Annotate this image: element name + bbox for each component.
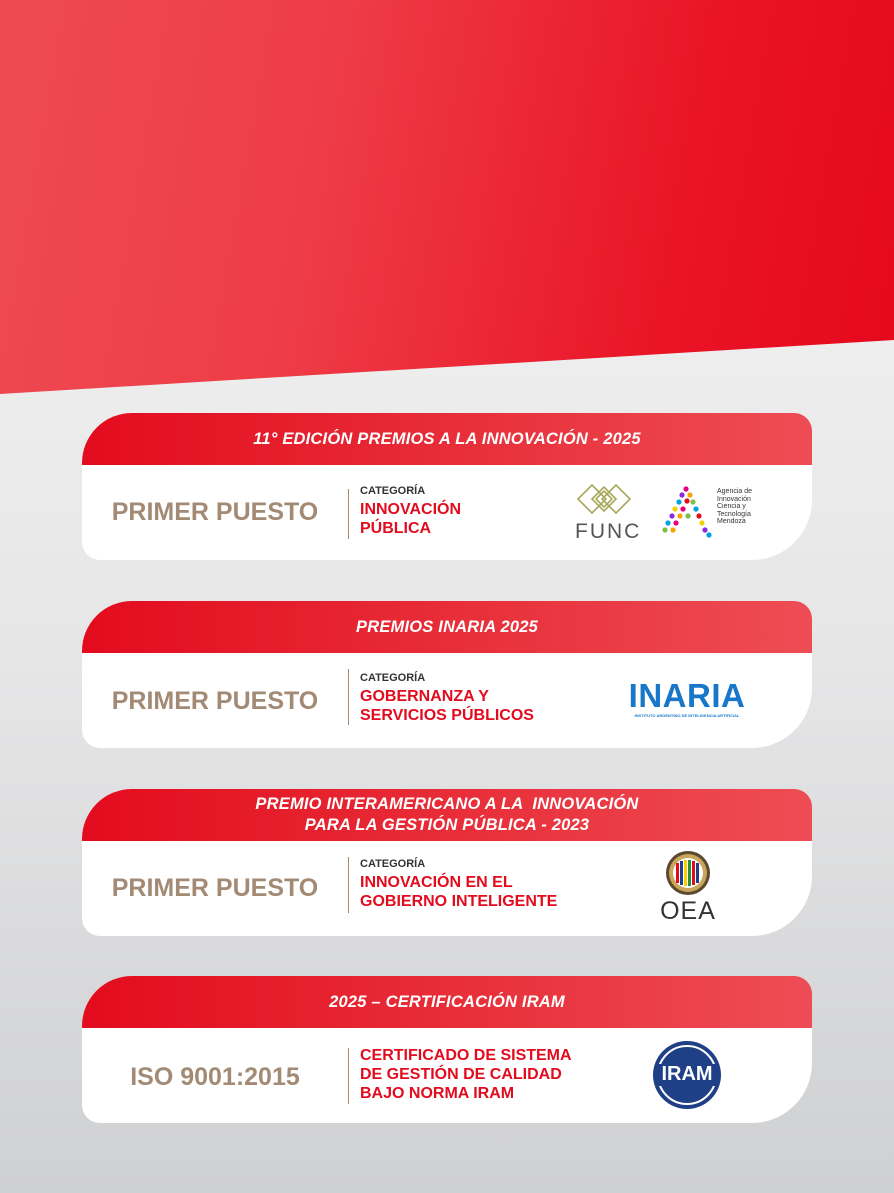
award-header-4 [82, 976, 812, 1028]
category-label: CATEGORÍA [360, 672, 426, 684]
award-header-text: PREMIOS INARIA 2025 [356, 617, 538, 636]
award-header-1 [82, 413, 812, 465]
category-line: PÚBLICA [360, 520, 432, 537]
agencia-logo-line: Ciencia y [717, 503, 746, 511]
divider [348, 669, 349, 725]
agencia-logo-line: Agencia de [717, 488, 753, 495]
award-card-1 [82, 413, 812, 560]
award-header-text: 11° EDICIÓN PREMIOS A LA INNOVACIÓN - 2025 [253, 429, 641, 448]
func-logo [572, 480, 642, 546]
award-header-line: PARA LA GESTIÓN PÚBLICA - 2023 [304, 816, 590, 834]
inaria-logo-subtitle: INSTITUTO ARGENTINO DE INTELIGENCIA ARTIFICIAL [634, 713, 740, 718]
award-title: PRIMER PUESTO [111, 874, 319, 902]
award-title: PRIMER PUESTO [111, 498, 319, 526]
category-value [360, 687, 534, 725]
divider [348, 857, 349, 913]
agencia-logo-line: Mendoza [717, 518, 746, 526]
oea-logo [655, 849, 721, 929]
func-logo-text: FUNC [575, 520, 642, 543]
agencia-logo-line: Tecnología [717, 510, 751, 518]
oea-logo-text: OEA [660, 897, 716, 925]
certification-line: BAJO NORMA IRAM [360, 1085, 515, 1102]
top-red-banner [0, 0, 894, 400]
award-header-line: PREMIO INTERAMERICANO A LA INNOVACIÓN [255, 795, 639, 813]
category-label: CATEGORÍA [360, 485, 426, 497]
agencia-logo-line: Innovación [717, 495, 751, 503]
agencia-a-mark-icon [660, 485, 716, 539]
func-diamond-icon [572, 480, 636, 520]
award-card-4 [82, 976, 812, 1123]
category-line: GOBERNANZA Y [360, 688, 489, 705]
inaria-logo-text: INARIA [628, 677, 746, 714]
certification-text [360, 1046, 572, 1103]
agencia-logo-text [717, 488, 752, 526]
category-value [360, 873, 557, 911]
award-title: PRIMER PUESTO [111, 687, 319, 715]
category-line: SERVICIOS PÚBLICOS [360, 707, 534, 724]
certification-line: CERTIFICADO DE SISTEMA [360, 1047, 572, 1064]
agencia-mendoza-logo [660, 485, 770, 545]
iram-logo-text: IRAM [661, 1063, 713, 1085]
divider [348, 489, 349, 539]
award-header-text: 2025 – CERTIFICACIÓN IRAM [329, 992, 565, 1011]
category-label: CATEGORÍA [360, 858, 426, 870]
award-header-3 [82, 789, 812, 841]
divider [348, 1048, 349, 1104]
award-card-3 [82, 789, 812, 936]
award-header-2 [82, 601, 812, 653]
category-line: INNOVACIÓN EN EL [360, 874, 513, 891]
iram-logo [652, 1040, 722, 1110]
inaria-logo [622, 677, 752, 721]
category-line: INNOVACIÓN [360, 501, 462, 518]
certification-line: DE GESTIÓN DE CALIDAD [360, 1066, 562, 1083]
iso-title: ISO 9001:2015 [130, 1063, 300, 1091]
category-value [360, 500, 461, 538]
oea-seal-icon [655, 849, 721, 897]
category-line: GOBIERNO INTELIGENTE [360, 893, 558, 910]
award-card-2 [82, 601, 812, 748]
